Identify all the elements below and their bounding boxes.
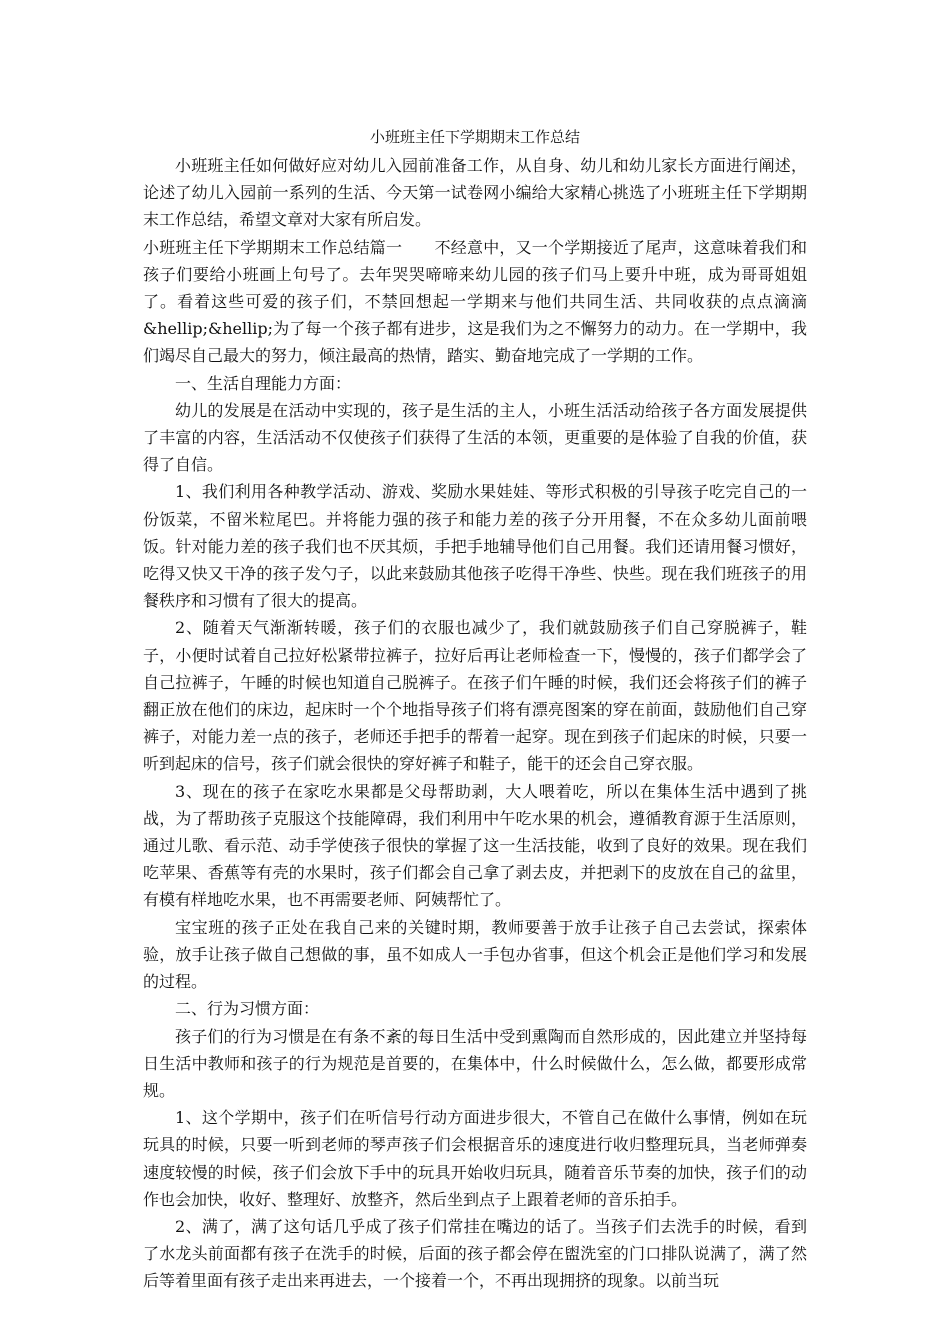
paragraph: 1、我们利用各种教学活动、游戏、奖励水果娃娃、等形式积极的引导孩子吃完自己的一份饭菜，不留米粒尾巴。并将能力强的孩子和能力差的孩子分开用餐，不在众多幼儿面前喂饭。针对能力差的孩子我们也不厌其烦，手把手地辅导他们自己用餐。我们还请用餐习惯好，吃得又快又干净的孩子发勺子，以此来鼓励其他孩子吃得干净些、快些。现在我们班孩子的用餐秩序和习惯有了很大的提高。 (143, 482, 807, 611)
paragraph: 一、生活自理能力方面： (175, 373, 352, 393)
paragraph-list (143, 152, 807, 1295)
paragraph: 1、这个学期中，孩子们在听信号行动方面进步很大，不管自己在做什么事情，例如在玩玩具的时候，只要一听到老师的琴声孩子们会根据音乐的速度进行收归整理玩具，当老师弹奏速度较慢的时候，孩子们会放下手中的玩具开始收归玩具，随着音乐节奏的加快，孩子们的动作也会加快，收好、整理好、放整齐，然后坐到点子上跟着老师的音乐拍手。 (143, 1108, 807, 1209)
paragraph: 孩子们的行为习惯是在有条不紊的每日生活中受到熏陶而自然形成的，因此建立并坚持每日生活中教师和孩子的行为规范是首要的，在集体中，什么时候做什么，怎么做，都要形成常规。 (143, 1026, 807, 1100)
paragraph: 2、随着天气渐渐转暖，孩子们的衣服也减少了，我们就鼓励孩子们自己穿脱裤子，鞋子，小便时试着自己拉好松紧带拉裤子，拉好后再让老师检查一下，慢慢的，孩子们都学会了自己拉裤子，午睡的时候也知道自己脱裤子。在孩子们午睡的时候，我们还会将孩子们的裤子翻正放在他们的床边，起床时一个个地指导孩子们将有漂亮图案的穿在前面，鼓励他们自己穿裤子，对能力差一点的孩子，老师还手把手的帮着一起穿。现在到孩子们起床的时候，只要一听到起床的信号，孩子们就会很快的穿好裤子和鞋子，能干的还会自己穿衣服。 (143, 618, 807, 774)
paragraph: 小班班主任下学期期末工作总结篇一 不经意中，又一个学期接近了尾声，这意味着我们和孩子们要给小班画上句号了。去年哭哭啼啼来幼儿园的孩子们马上要升中班，成为哥哥姐姐了。看着这些可爱的孩子们，不禁回想起一学期来与他们共同生活、共同收获的点点滴滴&hellip;&hellip;为了每一个孩子都有进步，这是我们为之不懈努力的动力。在一学期中，我们竭尽自己最大的努力，倾注最高的热情，踏实、勤奋地完成了一学期的工作。 (143, 237, 807, 366)
paragraph: 3、现在的孩子在家吃水果都是父母帮助剥，大人喂着吃，所以在集体生活中遇到了挑战，为了帮助孩子克服这个技能障碍，我们利用中午吃水果的机会，遵循教育源于生活原则，通过儿歌、看示范、动手学使孩子很快的掌握了这一生活技能，收到了良好的效果。现在我们吃苹果、香蕉等有壳的水果时，孩子们都会自己拿了剥去皮，并把剥下的皮放在自己的盆里，有模有样地吃水果，也不再需要老师、阿姨帮忙了。 (143, 781, 807, 910)
document-title: 小班班主任下学期期末工作总结 (369, 128, 580, 146)
paragraph: 二、行为习惯方面： (175, 999, 320, 1019)
paragraph: 幼儿的发展是在活动中实现的，孩子是生活的主人，小班生活活动给孩子各方面发展提供了丰富的内容，生活活动不仅使孩子们获得了生活的本领，更重要的是体验了自我的价值，获得了自信。 (143, 400, 807, 475)
paragraph: 宝宝班的孩子正处在我自己来的关键时期，教师要善于放手让孩子自己去尝试，探索体验，放手让孩子做自己想做的事，虽不如成人一手包办省事，但这个机会正是他们学习和发展的过程。 (143, 917, 807, 992)
paragraph: 小班班主任如何做好应对幼儿入园前准备工作，从自身、幼儿和幼儿家长方面进行阐述，论述了幼儿入园前一系列的生活、今天第一试卷网小编给大家精心挑选了小班班主任下学期期末工作总结，希望文章对大家有所启发。 (143, 156, 807, 230)
document-body (143, 122, 807, 1295)
paragraph: 2、满了，满了这句话几乎成了孩子们常挂在嘴边的话了。当孩子们去洗手的时候，看到了水龙头前面都有孩子在洗手的时候，后面的孩子都会停在盥洗室的门口排队说满了，满了然后等着里面有孩子走出来再进去，一个接着一个，不再出现拥挤的现象。以前当玩 (143, 1216, 807, 1291)
